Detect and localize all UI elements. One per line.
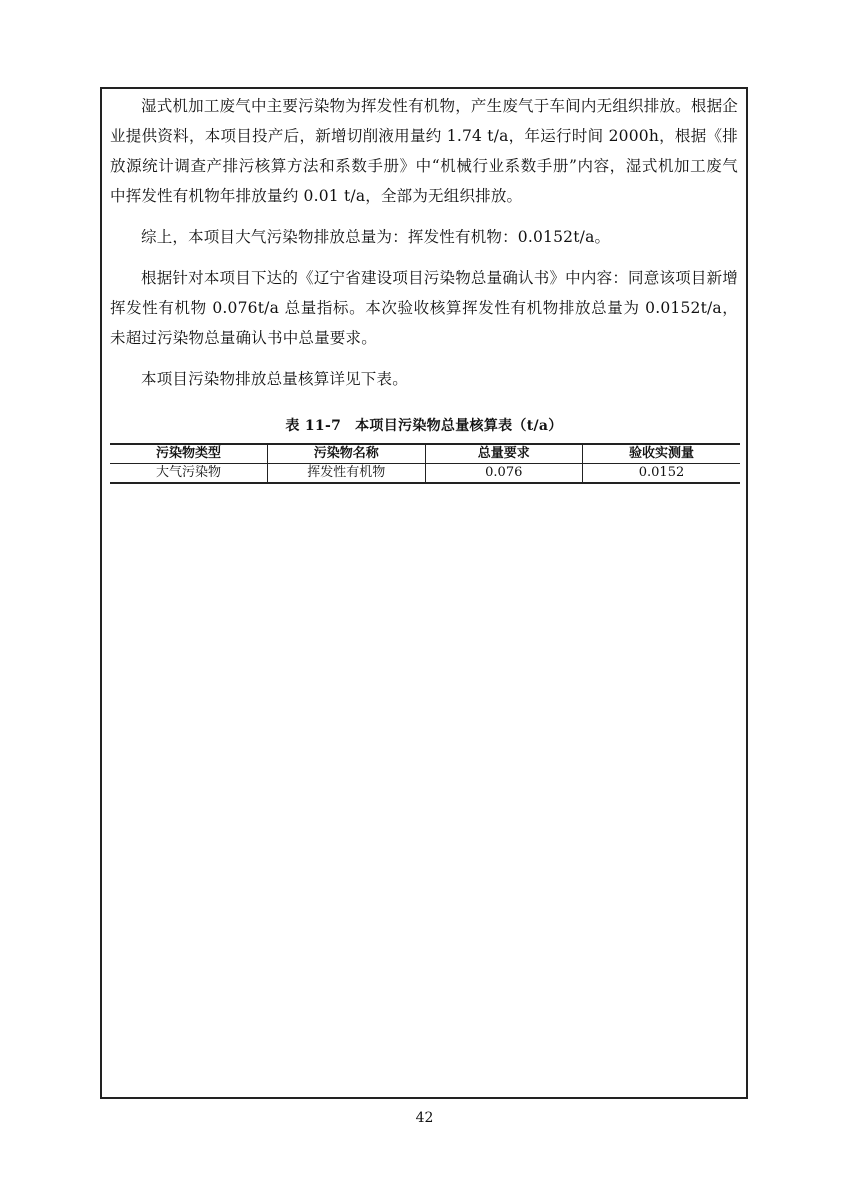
cell-pollutant-type: 大气污染物	[110, 464, 268, 484]
table-caption	[110, 415, 738, 435]
paragraph-table-intro: 本项目污染物排放总量核算详见下表。	[141, 370, 408, 388]
table-header-row	[110, 444, 740, 464]
header-pollutant-type: 污染物类型	[110, 444, 268, 464]
document-body	[110, 89, 738, 484]
paragraph-confirmation: 根据针对本项目下达的《辽宁省建设项目污染物总量确认书》中内容：同意该项目新增挥发性有机物 0.076t/a 总量指标。本次验收核算挥发性有机物排放总量为 0.0152t/a，未超过污染物总量确认书中总量要求。	[110, 269, 738, 347]
page-number: 42	[415, 1110, 434, 1126]
header-pollutant-name: 污染物名称	[268, 444, 426, 464]
cell-total-requirement: 0.076	[425, 464, 583, 484]
pollutant-total-table	[110, 443, 740, 484]
table-caption-number: 表 11-7	[285, 418, 342, 434]
header-total-requirement: 总量要求	[425, 444, 583, 464]
table-row	[110, 464, 740, 484]
header-measured-amount: 验收实测量	[583, 444, 741, 464]
cell-pollutant-name: 挥发性有机物	[268, 464, 426, 484]
paragraph-summary: 综上，本项目大气污染物排放总量为：挥发性有机物：0.0152t/a。	[141, 228, 611, 246]
cell-measured-amount: 0.0152	[583, 464, 741, 484]
page-frame	[100, 87, 748, 1099]
table-caption-title: 本项目污染物总量核算表（t/a）	[355, 418, 563, 434]
paragraph-wet-machining: 湿式机加工废气中主要污染物为挥发性有机物，产生废气于车间内无组织排放。根据企业提供资料，本项目投产后，新增切削液用量约 1.74 t/a，年运行时间 2000h，根据《排放源统计调查产排污核算方法和系数手册》中“机械行业系数手册”内容，湿式机加工废气中挥发性有机物年排放量约 0.01 t/a，全部为无组织排放。	[110, 97, 738, 205]
